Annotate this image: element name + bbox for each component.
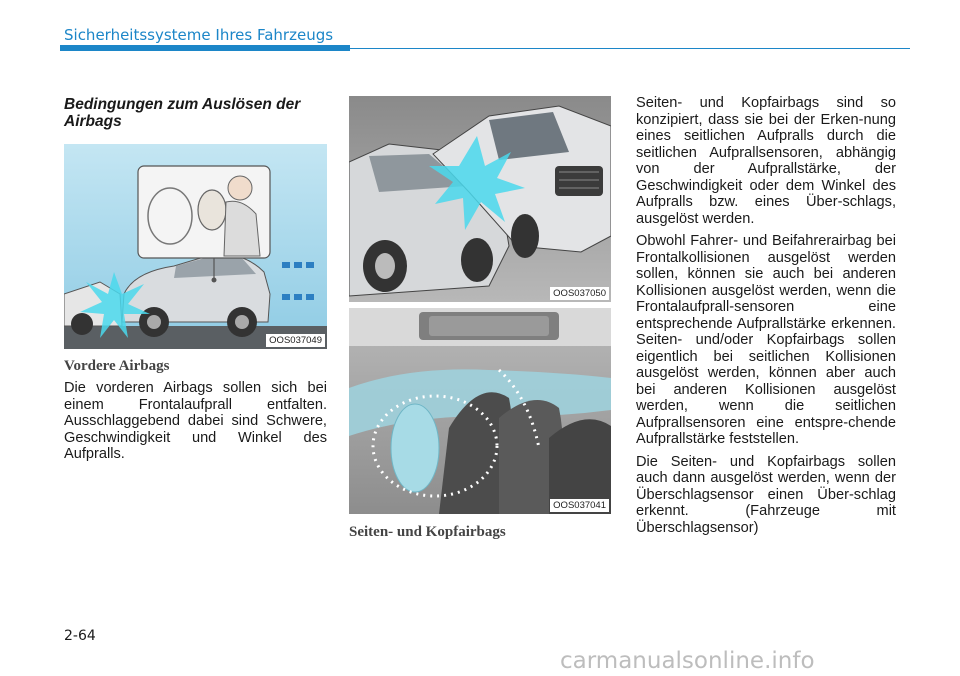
front-airbag-figure — [64, 144, 327, 349]
header-rule — [350, 48, 910, 49]
front-crash-illustration — [64, 144, 327, 349]
header-bar — [60, 45, 350, 51]
figure-code: OOS037041 — [550, 499, 609, 512]
curtain-airbag-figure — [349, 308, 611, 514]
watermark: carmanualsonline.info — [560, 648, 815, 674]
left-column — [64, 96, 327, 469]
paragraph-3: Die Seiten- und Kopfairbags sollen auch dann ausgelöst werden, wenn der Überschlagsensor einen Über-schlag erkennt. (Fahrzeuge mit Überschlagsensor) — [636, 453, 896, 536]
side-crash-illustration — [349, 96, 611, 302]
section-title: Bedingungen zum Auslösen der Airbags — [64, 96, 301, 130]
paragraph-1: Seiten- und Kopfairbags sind so konzipiert, dass sie bei der Erken-nung eines seitlichen Aufpralls durch die seitlichen Aufprallsensoren, abhängig von der Aufprallstärke, der Geschwindigkeit oder dem Winkel des Aufpralls bzw. eines Über-schlags, ausgelöst werden. — [636, 95, 896, 227]
side-impact-figure — [349, 96, 611, 302]
figure-code: OOS037049 — [266, 334, 325, 347]
side-airbags-subtitle: Seiten- und Kopfairbags — [349, 524, 506, 540]
middle-column — [349, 96, 611, 546]
figure-code: OOS037050 — [550, 287, 609, 300]
paragraph-2: Obwohl Fahrer- und Beifahrerairbag bei Frontalkollisionen ausgelöst werden sollen, können sie auch bei anderen Kollisionen ausgelöst werden, wenn die Frontalaufprall-sensoren eine entsprechende Aufprallstärke erkennen. Seiten- und/oder Kopfairbags sollen eigentlich bei seitlichen Kollisionen ausgelöst werden, können aber auch bei anderen Kollisionen ausgelöst werden, wenn die seitlichen Aufprallsensoren eine entspre-chende Aufprallstärke feststellen. — [636, 233, 896, 447]
front-airbags-subtitle: Vordere Airbags — [64, 358, 170, 374]
header-title: Sicherheitssysteme Ihres Fahrzeugs — [64, 26, 334, 44]
front-airbags-text: Die vorderen Airbags sollen sich bei einem Frontalaufprall entfalten. Ausschlaggebend dabei sind Schwere, Geschwindigkeit und Winkel des Aufpralls. — [64, 380, 327, 462]
side-curtain-illustration — [349, 308, 611, 514]
page-number: 2-64 — [64, 628, 96, 644]
right-column — [636, 95, 896, 542]
